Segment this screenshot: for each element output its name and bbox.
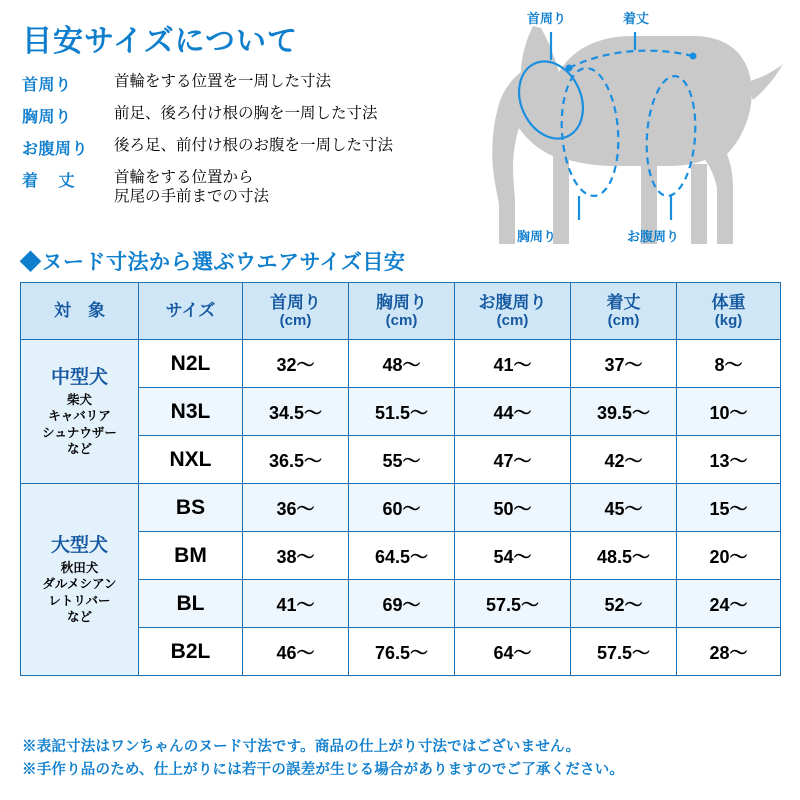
definition-description: 首輪をする位置を一周した寸法 xyxy=(114,73,332,90)
cell-chest: 51.5〜 xyxy=(349,388,455,436)
category-name: 大型犬 xyxy=(50,534,108,556)
cell-weight: 10〜 xyxy=(677,388,781,436)
cell-belly: 47〜 xyxy=(455,436,571,484)
cell-chest: 60〜 xyxy=(349,484,455,532)
table-header xyxy=(21,283,781,340)
column-header-label: 首周り xyxy=(270,292,321,312)
column-header-unit: (cm) xyxy=(279,312,312,330)
cell-belly: 64〜 xyxy=(455,628,571,676)
label-length: 着丈 xyxy=(623,11,650,26)
dog-illustration-svg xyxy=(455,8,795,258)
cell-neck: 32〜 xyxy=(243,340,349,388)
cell-size: B2L xyxy=(139,628,243,676)
definition-description: 前足、後ろ付け根の胸を一周した寸法 xyxy=(114,105,378,122)
cell-weight: 13〜 xyxy=(677,436,781,484)
cell-weight: 24〜 xyxy=(677,580,781,628)
cell-size: BS xyxy=(139,484,243,532)
section-heading: ◆ヌード寸法から選ぶウエアサイズ目安 xyxy=(20,251,406,274)
cell-belly: 50〜 xyxy=(455,484,571,532)
table-row xyxy=(21,340,781,388)
definition-list xyxy=(22,72,492,216)
column-header-chest xyxy=(349,283,455,340)
page-title: 目安サイズについて xyxy=(22,25,298,58)
cell-belly: 54〜 xyxy=(455,532,571,580)
label-chest: 胸周り xyxy=(517,229,557,244)
length-end-dot xyxy=(690,53,697,60)
definition-row xyxy=(22,136,492,159)
column-header-unit: (kg) xyxy=(714,312,743,330)
cell-weight: 8〜 xyxy=(677,340,781,388)
cell-belly: 57.5〜 xyxy=(455,580,571,628)
column-header-unit: (cm) xyxy=(385,312,418,330)
definition-row xyxy=(22,104,492,127)
cell-chest: 76.5〜 xyxy=(349,628,455,676)
cell-neck: 34.5〜 xyxy=(243,388,349,436)
definition-description-line2: 尻尾の手前までの寸法 xyxy=(114,188,270,206)
footer-notes xyxy=(22,736,782,782)
definition-term: 着 丈 xyxy=(22,173,83,190)
column-header-size xyxy=(139,283,243,340)
label-neck: 首周り xyxy=(527,11,567,26)
column-header-length xyxy=(571,283,677,340)
definition-description: 後ろ足、前付け根のお腹を一周した寸法 xyxy=(114,137,394,154)
definition-row xyxy=(22,168,492,207)
cell-size: N3L xyxy=(139,388,243,436)
cell-length: 42〜 xyxy=(571,436,677,484)
category-sub: 柴犬 キャバリア シュナウザー など xyxy=(42,393,117,456)
cell-length: 57.5〜 xyxy=(571,628,677,676)
column-header-belly xyxy=(455,283,571,340)
category-sub: 秋田犬 ダルメシアン レトリバー など xyxy=(42,561,117,624)
column-header-label: サイズ xyxy=(165,301,216,321)
cell-size: NXL xyxy=(139,436,243,484)
category-name: 中型犬 xyxy=(50,366,108,388)
length-start-dot xyxy=(566,65,573,72)
column-header-unit: (cm) xyxy=(607,312,640,330)
cell-chest: 55〜 xyxy=(349,436,455,484)
column-header-target xyxy=(21,283,139,340)
cell-length: 37〜 xyxy=(571,340,677,388)
column-header-unit: (cm) xyxy=(496,312,529,330)
cell-belly: 44〜 xyxy=(455,388,571,436)
cell-chest: 69〜 xyxy=(349,580,455,628)
column-header-label: 体重 xyxy=(711,292,746,312)
size-table xyxy=(20,282,781,676)
column-header-label: 着丈 xyxy=(606,292,641,312)
cell-neck: 41〜 xyxy=(243,580,349,628)
cell-weight: 28〜 xyxy=(677,628,781,676)
cell-belly: 41〜 xyxy=(455,340,571,388)
dog-silhouette xyxy=(492,26,783,244)
cell-size: BL xyxy=(139,580,243,628)
cell-neck: 36.5〜 xyxy=(243,436,349,484)
cell-size: BM xyxy=(139,532,243,580)
dog-diagram xyxy=(455,8,795,258)
cell-neck: 46〜 xyxy=(243,628,349,676)
note-line: ※表記寸法はワンちゃんのヌード寸法です。商品の仕上がり寸法ではございません。 xyxy=(22,739,581,755)
cell-chest: 64.5〜 xyxy=(349,532,455,580)
table-body xyxy=(21,340,781,676)
cell-length: 48.5〜 xyxy=(571,532,677,580)
definition-description-line1: 首輪をする位置から xyxy=(114,169,254,186)
label-belly: お腹周り xyxy=(627,229,680,244)
definition-term: お腹周り xyxy=(22,141,89,158)
cell-neck: 36〜 xyxy=(243,484,349,532)
cell-size: N2L xyxy=(139,340,243,388)
table-row xyxy=(21,484,781,532)
cell-length: 39.5〜 xyxy=(571,388,677,436)
cell-weight: 20〜 xyxy=(677,532,781,580)
column-header-weight xyxy=(677,283,781,340)
table-header-row xyxy=(21,283,781,340)
cell-length: 52〜 xyxy=(571,580,677,628)
column-header-label: 胸周り xyxy=(376,292,427,312)
category-cell-large xyxy=(21,484,139,676)
cell-neck: 38〜 xyxy=(243,532,349,580)
definition-term: 胸周り xyxy=(22,109,72,126)
column-header-neck xyxy=(243,283,349,340)
definition-description xyxy=(114,168,269,207)
column-header-label: お腹周り xyxy=(478,292,547,312)
cell-chest: 48〜 xyxy=(349,340,455,388)
column-header-label: 対 象 xyxy=(54,301,105,321)
note-line: ※手作り品のため、仕上がりには若干の誤差が生じる場合がありますのでご了承ください。 xyxy=(22,762,625,779)
cell-length: 45〜 xyxy=(571,484,677,532)
cell-weight: 15〜 xyxy=(677,484,781,532)
definition-row xyxy=(22,72,492,95)
definition-term: 首周り xyxy=(22,77,72,94)
category-cell-medium xyxy=(21,340,139,484)
